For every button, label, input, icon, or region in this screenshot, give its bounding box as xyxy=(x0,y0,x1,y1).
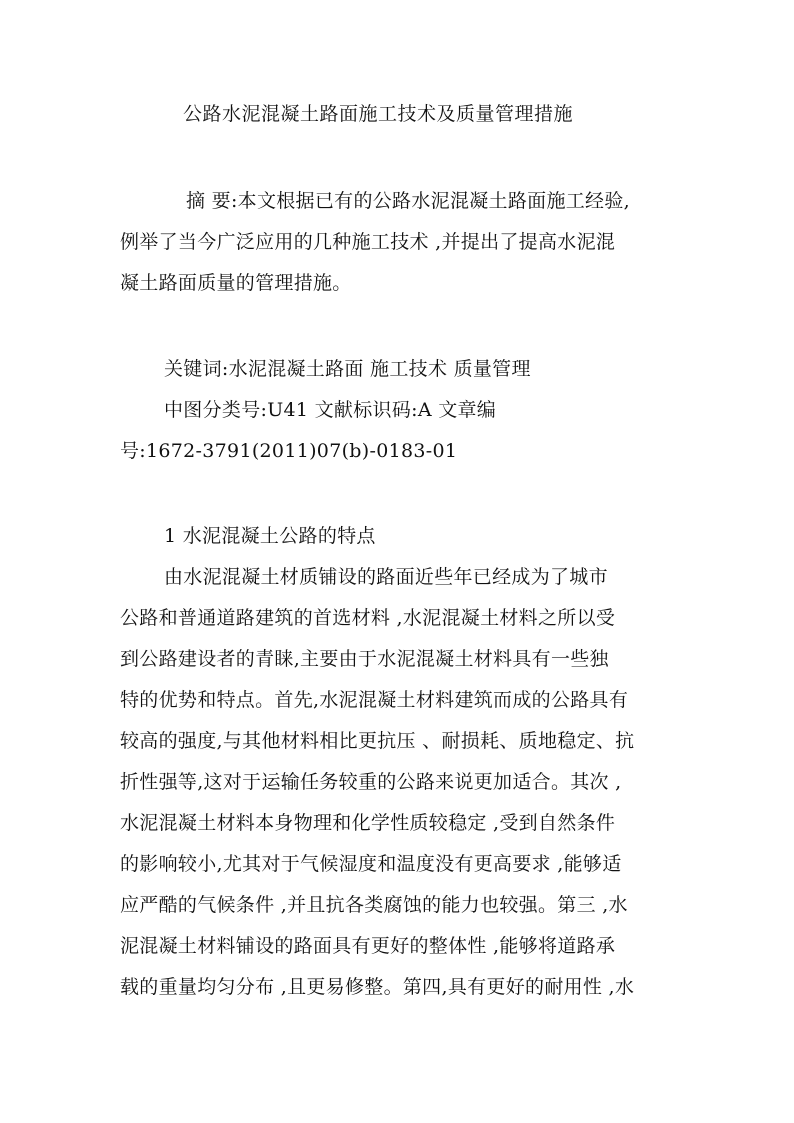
keywords-line: 关键词:水泥混凝土路面 施工技术 质量管理 xyxy=(164,358,531,380)
body-text-line: 特的优势和特点。首先,水泥混凝土材料建筑而成的公路具有 xyxy=(120,689,629,711)
body-text-line: 的影响较小,尤其对于气候湿度和温度没有更高要求 ,能够适 xyxy=(120,853,622,875)
body-text-line: 泥混凝土材料铺设的路面具有更好的整体性 ,能够将道路承 xyxy=(120,935,616,957)
body-text-line: 载的重量均匀分布 ,且更易修整。第四,具有更好的耐用性 ,水 xyxy=(120,976,635,998)
body-text-line: 由水泥混凝土材质铺设的路面近些年已经成为了城市 xyxy=(164,566,608,588)
body-text-line: 较高的强度,与其他材料相比更抗压 、耐损耗、质地稳定、抗 xyxy=(120,730,635,752)
classification-line: 号:1672-3791(2011)07(b)-0183-01 xyxy=(120,440,458,462)
classification-line: 中图分类号:U41 文献标识码:A 文章编 xyxy=(164,399,497,421)
abstract-line: 摘 要:本文根据已有的公路水泥混凝土路面施工经验, xyxy=(186,190,630,212)
body-text-line: 到公路建设者的青睐,主要由于水泥混凝土材料具有一些独 xyxy=(120,648,609,670)
body-text-line: 应严酷的气候条件 ,并且抗各类腐蚀的能力也较强。第三 ,水 xyxy=(120,894,628,916)
abstract-line: 凝土路面质量的管理措施。 xyxy=(120,272,352,294)
body-text-line: 公路和普通道路建筑的首选材料 ,水泥混凝土材料之所以受 xyxy=(120,607,616,629)
body-text-line: 折性强等,这对于运输任务较重的公路来说更加适合。其次 , xyxy=(120,771,622,793)
section-heading: 1 水泥混凝土公路的特点 xyxy=(164,525,376,547)
abstract-line: 例举了当今广泛应用的几种施工技术 ,并提出了提高水泥混 xyxy=(120,231,616,253)
document-title: 公路水泥混凝土路面施工技术及质量管理措施 xyxy=(183,103,574,125)
body-text-line: 水泥混凝土材料本身物理和化学性质较稳定 ,受到自然条件 xyxy=(120,812,616,834)
